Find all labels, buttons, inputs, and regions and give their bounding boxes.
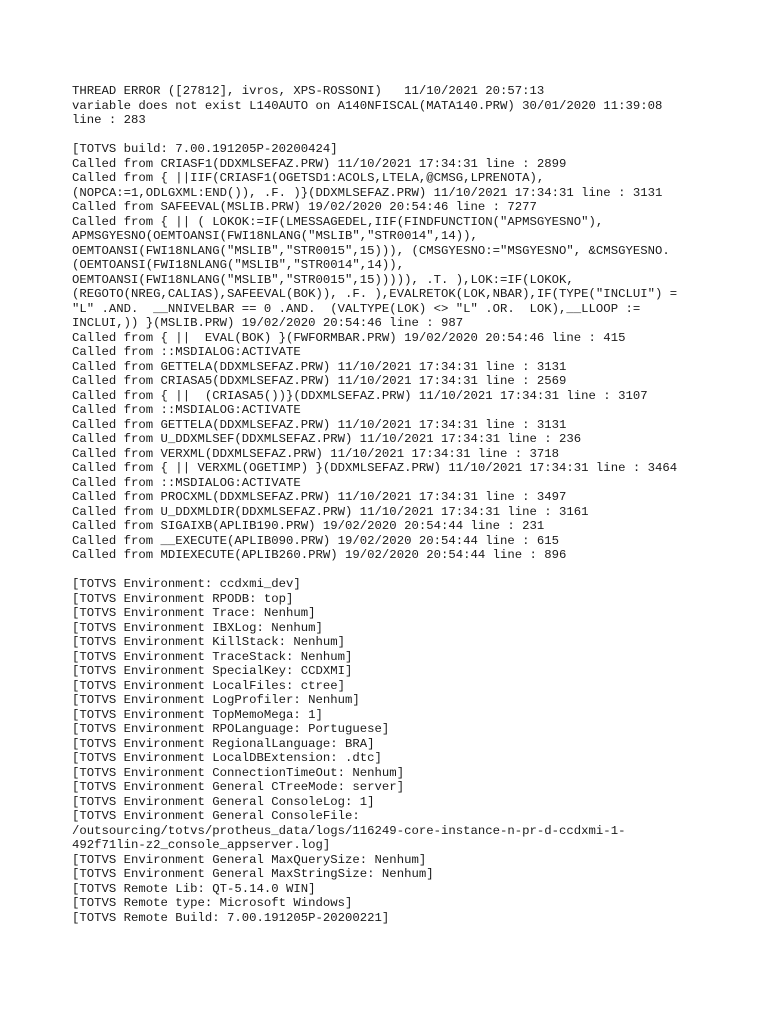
log-line: "L" .AND. __NNIVELBAR == 0 .AND. (VALTYPE(LOK) <> "L" .OR. LOK),__LLOOP := (72, 301, 641, 316)
log-line: [TOTVS Environment LogProfiler: Nenhum] (72, 693, 360, 707)
log-line: [TOTVS Environment RegionalLanguage: BRA] (72, 736, 375, 751)
log-line: Called from __EXECUTE(APLIB090.PRW) 19/02/2020 20:54:44 line : 615 (72, 533, 560, 548)
log-line: [TOTVS Environment IBXLog: Nenhum] (72, 620, 323, 635)
log-line: Called from GETTELA(DDXMLSEFAZ.PRW) 11/10/2021 17:34:31 line : 3131 (72, 417, 567, 432)
log-line: (REGOTO(NREG,CALIAS),SAFEEVAL(BOK)), .F. ),EVALRETOK(LOK,NBAR),IF(TYPE("INCLUI") = (72, 287, 678, 301)
log-line: Called from SIGAIXB(APLIB190.PRW) 19/02/2020 20:54:44 line : 231 (72, 519, 545, 533)
log-line: [TOTVS Remote type: Microsoft Windows] (72, 896, 353, 910)
error-log-document (72, 84, 712, 925)
log-line: [TOTVS Environment General ConsoleFile: (72, 809, 360, 823)
log-line: [TOTVS Remote Build: 7.00.191205P-20200221] (72, 910, 390, 925)
log-line: (NOPCA:=1,ODLGXML:END()), .F. )}(DDXMLSEFAZ.PRW) 11/10/2021 17:34:31 line : 3131 (72, 185, 663, 200)
log-line: OEMTOANSI(FWI18NLANG("MSLIB","STR0015",15))))), .T. ),LOK:=IF(LOKOK, (72, 272, 574, 287)
log-line: Called from MDIEXECUTE(APLIB260.PRW) 19/02/2020 20:54:44 line : 896 (72, 548, 567, 562)
log-line: variable does not exist L140AUTO on A140NFISCAL(MATA140.PRW) 30/01/2020 11:39:08 (72, 98, 663, 113)
block-spacer (72, 128, 712, 143)
log-line: [TOTVS build: 7.00.191205P-20200424] (72, 142, 338, 156)
log-line: Called from ::MSDIALOG:ACTIVATE (72, 403, 301, 417)
log-line: [TOTVS Environment KillStack: Nenhum] (72, 635, 346, 649)
thread-error-header (72, 84, 712, 128)
log-line: line : 283 (72, 113, 146, 127)
log-line: Called from { || ( LOKOK:=IF(LMESSAGEDEL,IIF(FINDFUNCTION("APMSGYESNO"), (72, 214, 604, 229)
log-line: Called from { || VERXML(OGETIMP) }(DDXMLSEFAZ.PRW) 11/10/2021 17:34:31 line : 3464 (72, 461, 678, 475)
log-line: INCLUI,)) }(MSLIB.PRW) 19/02/2020 20:54:46 line : 987 (72, 316, 464, 330)
log-line: Called from VERXML(DDXMLSEFAZ.PRW) 11/10/2021 17:34:31 line : 3718 (72, 446, 560, 461)
log-line: (OEMTOANSI(FWI18NLANG("MSLIB","STR0014",14)), (72, 258, 405, 272)
log-line: [TOTVS Environment RPOLanguage: Portuguese] (72, 722, 390, 736)
log-line: [TOTVS Remote Lib: QT-5.14.0 WIN] (72, 881, 316, 896)
log-line: Called from CRIASA5(DDXMLSEFAZ.PRW) 11/10/2021 17:34:31 line : 2569 (72, 374, 567, 388)
log-line: Called from { || EVAL(BOK) }(FWFORMBAR.PRW) 19/02/2020 20:54:46 line : 415 (72, 330, 626, 345)
log-line: APMSGYESNO(OEMTOANSI(FWI18NLANG("MSLIB","STR0014",14)), (72, 229, 478, 243)
log-line: [TOTVS Environment Trace: Nenhum] (72, 606, 316, 620)
log-line: Called from U_DDXMLSEF(DDXMLSEFAZ.PRW) 11/10/2021 17:34:31 line : 236 (72, 432, 582, 446)
log-line: Called from { ||IIF(CRIASF1(OGETSD1:ACOLS,LTELA,@CMSG,LPRENOTA), (72, 171, 545, 185)
log-line: [TOTVS Environment LocalFiles: ctree] (72, 678, 346, 693)
log-line: Called from GETTELA(DDXMLSEFAZ.PRW) 11/10/2021 17:34:31 line : 3131 (72, 359, 567, 374)
log-line: Called from U_DDXMLDIR(DDXMLSEFAZ.PRW) 11/10/2021 17:34:31 line : 3161 (72, 504, 589, 519)
log-line: Called from CRIASF1(DDXMLSEFAZ.PRW) 11/10/2021 17:34:31 line : 2899 (72, 156, 567, 171)
log-line: [TOTVS Environment TraceStack: Nenhum] (72, 649, 353, 664)
log-line: Called from PROCXML(DDXMLSEFAZ.PRW) 11/10/2021 17:34:31 line : 3497 (72, 490, 567, 504)
call-stack-block (72, 142, 712, 563)
log-line: Called from { || (CRIASA5())}(DDXMLSEFAZ.PRW) 11/10/2021 17:34:31 line : 3107 (72, 388, 648, 403)
log-line: Called from SAFEEVAL(MSLIB.PRW) 19/02/2020 20:54:46 line : 7277 (72, 200, 537, 214)
log-line: [TOTVS Environment General MaxQuerySize: Nenhum] (72, 852, 427, 867)
log-line: [TOTVS Environment ConnectionTimeOut: Nenhum] (72, 765, 405, 780)
log-line: [TOTVS Environment: ccdxmi_dev] (72, 577, 301, 591)
log-line: [TOTVS Environment General CTreeMode: server] (72, 780, 405, 794)
log-line: [TOTVS Environment TopMemoMega: 1] (72, 707, 323, 722)
log-line: OEMTOANSI(FWI18NLANG("MSLIB","STR0015",15))), (CMSGYESNO:="MSGYESNO", &CMSGYESNO. (72, 243, 670, 258)
block-spacer (72, 563, 712, 578)
log-line: [TOTVS Environment General MaxStringSize: Nenhum] (72, 867, 434, 881)
environment-info-block (72, 577, 712, 925)
log-line: Called from ::MSDIALOG:ACTIVATE (72, 345, 301, 359)
log-line: [TOTVS Environment LocalDBExtension: .dtc] (72, 751, 382, 765)
log-line: [TOTVS Environment SpecialKey: CCDXMI] (72, 664, 353, 678)
log-line: THREAD ERROR ([27812], ivros, XPS-ROSSONI) 11/10/2021 20:57:13 (72, 84, 545, 98)
log-line: [TOTVS Environment General ConsoleLog: 1] (72, 794, 375, 809)
log-line: Called from ::MSDIALOG:ACTIVATE (72, 475, 301, 490)
log-line: /outsourcing/totvs/protheus_data/logs/116249-core-instance-n-pr-d-ccdxmi-1- (72, 823, 626, 838)
log-line: [TOTVS Environment RPODB: top] (72, 591, 294, 606)
log-line: 492f71lin-z2_console_appserver.log] (72, 838, 331, 852)
